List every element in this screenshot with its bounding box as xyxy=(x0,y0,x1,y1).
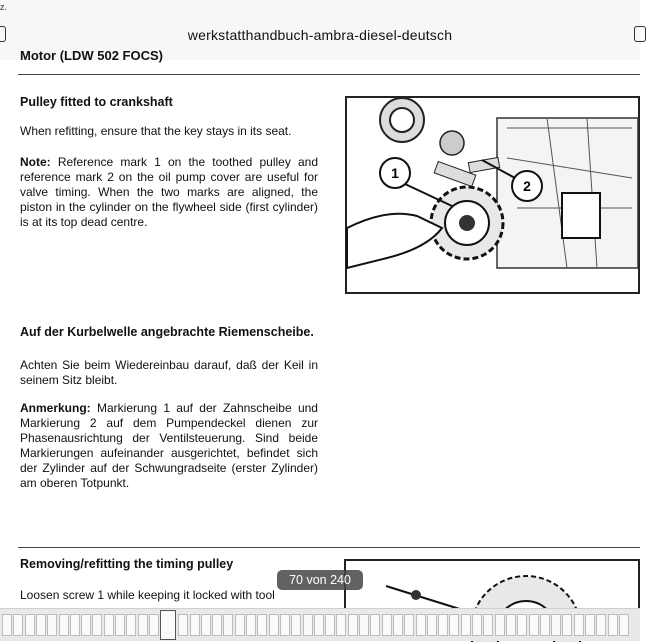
note-de xyxy=(20,401,318,491)
thumbnail[interactable] xyxy=(59,614,69,636)
callout-1: 1 xyxy=(391,165,399,181)
thumbnail-strip[interactable] xyxy=(0,608,640,641)
thumbnail[interactable] xyxy=(608,614,618,636)
thumbnail[interactable] xyxy=(416,614,426,636)
thumbnail[interactable] xyxy=(104,614,114,636)
thumbnail[interactable] xyxy=(517,614,527,636)
thumbnail[interactable] xyxy=(149,614,159,636)
thumbnail[interactable] xyxy=(472,614,482,636)
thumbnail[interactable] xyxy=(314,614,324,636)
thumbnail[interactable] xyxy=(585,614,595,636)
share-button[interactable] xyxy=(634,26,646,42)
thumbnail[interactable] xyxy=(70,614,80,636)
note-label-en: Note: xyxy=(20,155,51,169)
paragraph-de-1: Achten Sie beim Wiedereinbau darauf, daß der Keil in seinem Sitz bleibt. xyxy=(20,358,318,387)
figure-pulley xyxy=(345,96,640,294)
thumbnail[interactable] xyxy=(461,614,471,636)
status-text: z. xyxy=(0,2,8,12)
thumbnail[interactable] xyxy=(257,614,267,636)
thumbnail[interactable] xyxy=(370,614,380,636)
page-header: Motor (LDW 502 FOCS) xyxy=(20,48,163,63)
thumbnail[interactable] xyxy=(269,614,279,636)
note-en xyxy=(20,155,318,230)
thumbnail[interactable] xyxy=(235,614,245,636)
thumbnail[interactable] xyxy=(562,614,572,636)
thumbnail[interactable] xyxy=(495,614,505,636)
thumbnail[interactable] xyxy=(449,614,459,636)
thumbnail[interactable] xyxy=(280,614,290,636)
thumbnail[interactable] xyxy=(115,614,125,636)
pulley-illustration xyxy=(347,98,638,292)
thumbnail[interactable] xyxy=(13,614,23,636)
thumbnail[interactable] xyxy=(178,614,188,636)
thumbnail-current[interactable] xyxy=(160,610,176,640)
thumbnail[interactable] xyxy=(36,614,46,636)
thumbnail[interactable] xyxy=(574,614,584,636)
thumbnail[interactable] xyxy=(382,614,392,636)
header-divider xyxy=(18,74,640,75)
note-text-de: Markierung 1 auf der Zahnscheibe und Markierung 2 auf dem Pumpendeckel dienen zur Phasenausrichtung der Ventilsteuerung. Sind beide Markierungen aufeinander ausgerichtet, befindet sich der Zylinder auf der Schwungradseite (erster Zylinder) am oberen Totpunkt. xyxy=(20,401,318,490)
paragraph-en-1: When refitting, ensure that the key stays in its seat. xyxy=(20,124,292,138)
thumbnail[interactable] xyxy=(223,614,233,636)
thumbnail[interactable] xyxy=(25,614,35,636)
thumbnail[interactable] xyxy=(138,614,148,636)
thumbnail[interactable] xyxy=(359,614,369,636)
paragraph-timing-1: Loosen screw 1 while keeping it locked with tool xyxy=(20,588,275,602)
thumbnail[interactable] xyxy=(404,614,414,636)
document-page[interactable] xyxy=(0,48,640,608)
thumbnail[interactable] xyxy=(348,614,358,636)
thumbnail[interactable] xyxy=(336,614,346,636)
thumbnail[interactable] xyxy=(529,614,539,636)
callout-2: 2 xyxy=(523,178,531,194)
section-heading-en: Pulley fitted to crankshaft xyxy=(20,95,173,109)
section-divider xyxy=(18,547,640,548)
thumbnail[interactable] xyxy=(427,614,437,636)
thumbnail[interactable] xyxy=(483,614,493,636)
thumbnail[interactable] xyxy=(325,614,335,636)
thumbnail[interactable] xyxy=(246,614,256,636)
thumbnail[interactable] xyxy=(126,614,136,636)
thumbnail[interactable] xyxy=(438,614,448,636)
note-text-en: Reference mark 1 on the toothed pulley and reference mark 2 on the oil pump cover are useful for valve timing. When the two marks are aligned, the piston in the cylinder on the flywheel side (first cylinder) is at its top dead centre. xyxy=(20,155,318,229)
thumbnail[interactable] xyxy=(2,614,12,636)
thumbnail[interactable] xyxy=(212,614,222,636)
note-label-de: Anmerkung: xyxy=(20,401,91,415)
thumbnail[interactable] xyxy=(81,614,91,636)
thumbnail[interactable] xyxy=(393,614,403,636)
thumbnail[interactable] xyxy=(506,614,516,636)
thumbnail[interactable] xyxy=(201,614,211,636)
thumbnail[interactable] xyxy=(596,614,606,636)
thumbnail[interactable] xyxy=(190,614,200,636)
thumbnail[interactable] xyxy=(540,614,550,636)
document-title: werkstatthandbuch-ambra-diesel-deutsch xyxy=(187,27,453,43)
page-indicator: 70 von 240 xyxy=(277,570,363,590)
thumbnail[interactable] xyxy=(619,614,629,636)
thumbnail[interactable] xyxy=(47,614,57,636)
section-heading-de: Auf der Kurbelwelle angebrachte Riemenscheibe. xyxy=(20,325,314,339)
thumbnail[interactable] xyxy=(92,614,102,636)
section-heading-timing: Removing/refitting the timing pulley xyxy=(20,557,234,571)
thumbnail[interactable] xyxy=(291,614,301,636)
thumbnail[interactable] xyxy=(551,614,561,636)
thumbnail[interactable] xyxy=(303,614,313,636)
